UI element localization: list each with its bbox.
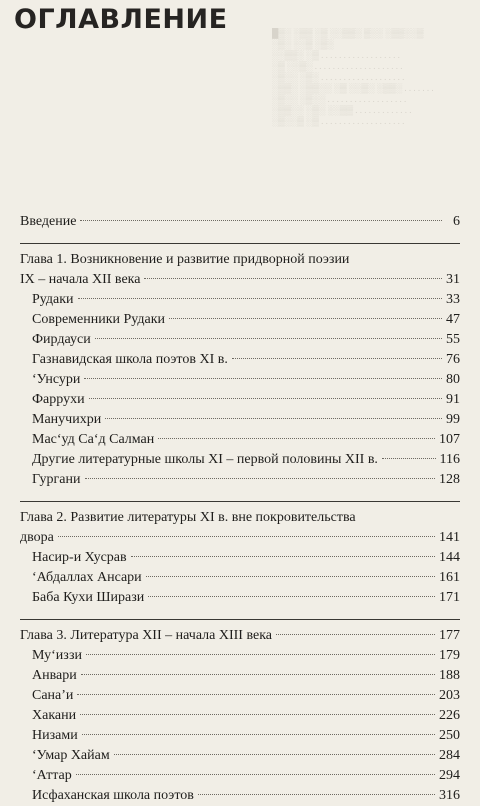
dot-leader (148, 596, 435, 597)
toc-entry[interactable] (20, 310, 460, 330)
toc-entry-page: 171 (439, 590, 460, 605)
chapter-1-heading[interactable] (20, 270, 460, 290)
toc-entry[interactable] (20, 646, 460, 666)
toc-entry-page: 116 (439, 452, 460, 467)
toc-entry-label: ‘Унсури (32, 372, 81, 387)
toc-entry[interactable] (20, 746, 460, 766)
toc-entry-page: 128 (439, 472, 460, 487)
toc-entry-label: Другие литературные школы XI – первой половины XII в. (32, 452, 378, 467)
toc-entry-label: Мас‘уд Са‘д Салман (32, 432, 155, 447)
dot-leader (80, 714, 435, 715)
toc-entry-label: Баба Кухи Ширази (32, 590, 145, 605)
toc-entry-page: 47 (446, 312, 460, 327)
dot-leader (78, 298, 442, 299)
toc-entry-page: 188 (439, 668, 460, 683)
dot-leader (77, 694, 435, 695)
toc-entry[interactable] (20, 470, 460, 490)
chapter-3-title: Глава 3. Литература XII – начала XIII века (20, 628, 272, 643)
dot-leader (146, 576, 435, 577)
dot-leader (81, 674, 435, 675)
chapter-3-heading[interactable] (20, 626, 460, 646)
dot-leader (276, 634, 435, 635)
toc-entry-page: 316 (439, 788, 460, 803)
toc-entry[interactable] (20, 430, 460, 450)
toc-entry-page: 80 (446, 372, 460, 387)
toc-entry-label: Фирдауси (32, 332, 91, 347)
toc-entry[interactable] (20, 726, 460, 746)
toc-entry-label: ‘Аттар (32, 768, 72, 783)
toc-entry[interactable] (20, 390, 460, 410)
toc-entry[interactable] (20, 706, 460, 726)
toc-entry[interactable] (20, 370, 460, 390)
dot-leader (105, 418, 442, 419)
toc-entry-page: 161 (439, 570, 460, 585)
chapter-3-page: 177 (439, 628, 460, 643)
dot-leader (89, 398, 442, 399)
dot-leader (232, 358, 442, 359)
toc-entry[interactable] (20, 666, 460, 686)
dot-leader (85, 478, 435, 479)
toc-entry-page: 294 (439, 768, 460, 783)
dot-leader (95, 338, 442, 339)
toc-entry-label: Рудаки (32, 292, 74, 307)
toc-entry-label: Анвари (32, 668, 77, 683)
toc-entry-page: 203 (439, 688, 460, 703)
dot-leader (58, 536, 435, 537)
toc-entry-page: 33 (446, 292, 460, 307)
toc-entry[interactable] (20, 588, 460, 608)
chapter-1-title-line2: IX – начала XII века (20, 272, 141, 287)
toc-entry-label: Исфаханская школа поэтов (32, 788, 194, 803)
table-of-contents (20, 212, 460, 806)
toc-entry-label: Газнавидская школа поэтов XI в. (32, 352, 228, 367)
toc-entry[interactable] (20, 766, 460, 786)
dot-leader (382, 458, 436, 459)
chapter-2-title-line1[interactable]: Глава 2. Развитие литературы XI в. вне покровительства (20, 510, 356, 525)
toc-entry[interactable] (20, 290, 460, 310)
toc-entry-page: 179 (439, 648, 460, 663)
show-through-text: █▒░ ░▒▒ ░▒ ░░▒▒░ ▒░░ ░▒▒░░▒ ░▒░ ░░▒ ░▒░ ░░▒▒░ ░▒ . . . . . . . . . . . . . . . . . . ░▒ ░░▒░ . . . . . . . . . . . . . . . . . . . . ░▒░░ ░▒░ . . . . . . . . . . . . . . . . . . . ░▒▒░ ░▒▒░░ ░▒ ░░▒░ ░▒▒░ . . . . . . . ░▒░░ ░▒░░ . . . . . . . . . . . . . . . . . . ░▒▒░░ ░▒░ ░░▒▒ . . . . . . . . . . . . . ░▒░░▒ ░▒ . . . . . . . . . . . . . . . . . . . (272, 28, 434, 126)
toc-entry-label: ‘Абдаллах Ансари (32, 570, 142, 585)
toc-entry-label: ‘Умар Хайам (32, 748, 110, 763)
dot-leader (76, 774, 435, 775)
divider (20, 501, 460, 502)
dot-leader (82, 734, 435, 735)
toc-entry[interactable] (20, 330, 460, 350)
chapter-2-heading[interactable] (20, 528, 460, 548)
toc-entry-page: 144 (439, 550, 460, 565)
toc-entry-page: 99 (446, 412, 460, 427)
toc-entry[interactable] (20, 786, 460, 806)
toc-entry-label: Хакани (32, 708, 77, 723)
toc-entry[interactable] (20, 450, 460, 470)
toc-entry-label: Му‘иззи (32, 648, 82, 663)
dot-leader (169, 318, 442, 319)
toc-entry[interactable] (20, 686, 460, 706)
toc-entry-page: 250 (439, 728, 460, 743)
dot-leader (131, 556, 435, 557)
toc-entry-label: Низами (32, 728, 78, 743)
toc-entry-label: Фаррухи (32, 392, 85, 407)
toc-entry-page: 284 (439, 748, 460, 763)
toc-entry-label: Гургани (32, 472, 81, 487)
toc-entry[interactable] (20, 568, 460, 588)
toc-entry[interactable] (20, 410, 460, 430)
toc-entry-label: Манучихри (32, 412, 102, 427)
dot-leader (86, 654, 435, 655)
dot-leader (80, 220, 442, 221)
toc-entry[interactable] (20, 350, 460, 370)
dot-leader (198, 794, 435, 795)
chapter-1-page: 31 (446, 272, 460, 287)
toc-entry-page: 76 (446, 352, 460, 367)
toc-entry-label: Насир-и Хусрав (32, 550, 127, 565)
divider (20, 619, 460, 620)
toc-entry-page: 91 (446, 392, 460, 407)
chapter-2-title-line2: двора (20, 530, 54, 545)
dot-leader (158, 438, 435, 439)
toc-entry-intro[interactable] (20, 212, 460, 232)
dot-leader (84, 378, 442, 379)
toc-entry-page: 107 (439, 432, 460, 447)
toc-entry-page: 226 (439, 708, 460, 723)
chapter-1-title-line1[interactable]: Глава 1. Возникновение и развитие придворной поэзии (20, 252, 350, 267)
dot-leader (144, 278, 442, 279)
divider (20, 243, 460, 244)
toc-entry-page: 55 (446, 332, 460, 347)
toc-entry[interactable] (20, 548, 460, 568)
toc-entry-label: Сана’и (32, 688, 74, 703)
chapter-2-page: 141 (439, 530, 460, 545)
toc-entry-label: Введение (20, 214, 77, 229)
dot-leader (114, 754, 435, 755)
toc-entry-page: 6 (453, 214, 460, 229)
toc-entry-label: Современники Рудаки (32, 312, 166, 327)
page-title: ОГЛАВЛЕНИЕ (14, 4, 228, 35)
